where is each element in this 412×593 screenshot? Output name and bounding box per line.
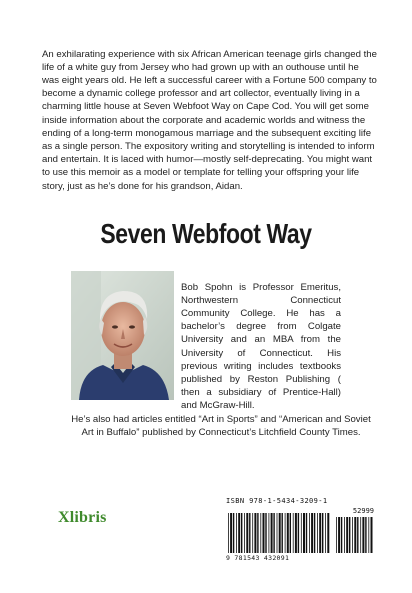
barcode-bar — [238, 513, 240, 553]
barcode-bar — [311, 513, 313, 553]
barcode-bar — [325, 513, 326, 553]
barcode-bar — [233, 513, 234, 553]
barcode-bar — [249, 513, 250, 553]
price-code: 52999 — [352, 507, 374, 515]
barcode-bar — [309, 513, 310, 553]
barcode-bar — [282, 513, 283, 553]
barcode-bar — [260, 513, 261, 553]
barcode-bar — [254, 513, 256, 553]
barcode-bar — [344, 517, 345, 553]
barcode-bar — [354, 517, 356, 553]
barcode-bar — [273, 513, 274, 553]
barcode-bar — [303, 513, 305, 553]
barcode-bar — [236, 513, 237, 553]
barcode-bar — [257, 513, 258, 553]
barcode-bar — [265, 513, 266, 553]
barcode-bar — [322, 513, 323, 553]
barcode-bar — [271, 513, 273, 553]
isbn-label: ISBN 978-1-5434-3209-1 — [226, 497, 328, 505]
barcode-bar — [228, 513, 229, 553]
barcode-bar — [349, 517, 350, 553]
barcode-bar — [336, 517, 337, 553]
barcode-bar — [244, 513, 245, 553]
barcode-bar — [301, 513, 302, 553]
barcode-bar — [357, 517, 358, 553]
author-bio-continued: He’s also had articles entitled “Art in Sports” and “American and Soviet Art in Buffalo” published by Connecticut’s Litchfield County Times. — [71, 413, 371, 438]
barcode-bar — [317, 513, 318, 553]
barcode-bar — [368, 517, 369, 553]
barcode-bar — [252, 513, 253, 553]
publisher-logo: Xlibris — [58, 509, 107, 526]
barcode-bar — [365, 517, 366, 553]
barcode-digits: 9 781543 432091 — [226, 554, 290, 562]
barcode-bar — [298, 513, 299, 553]
barcode-bar — [352, 517, 353, 553]
barcode-bar — [290, 513, 291, 553]
barcode-bar — [269, 513, 270, 553]
barcode-bar — [285, 513, 286, 553]
barcode-bar — [241, 513, 242, 553]
barcode-bar — [362, 517, 364, 553]
book-blurb: An exhilarating experience with six African American teenage girls changed the life of a white guy from Jersey who had grown up with an outhouse until he was eight years old. He left a successful career with a Fortune 500 company to become a dynamic college professor and art collector, eventually living in a charming little house at Seven Webfoot Way on Cape Cod. You will get some inside information about the corporate and academic worlds and witness the ending of a long-term monogamous marriage and the subsequent exciting life as a single person. The expository writing and storytelling is intended to inform and entertain. It is laced with humor—mostly self-deprecating. You might want to use this memoir as a model or template for telling your offspring your life story, just as he’s done for his grandson, Aidan. — [42, 48, 377, 192]
barcode-bar — [263, 513, 265, 553]
author-photo — [71, 271, 174, 400]
barcode-bar — [319, 513, 321, 553]
barcode-bar — [230, 513, 232, 553]
barcode-bar — [295, 513, 297, 553]
barcode-bar — [341, 517, 342, 553]
barcode-bar — [338, 517, 340, 553]
book-title: Seven Webfoot Way — [100, 218, 312, 249]
barcode-bar — [314, 513, 315, 553]
barcode-bar — [287, 513, 289, 553]
barcode-bar — [360, 517, 361, 553]
author-bio: Bob Spohn is Professor Emeritus, Northwestern Connecticut Community College. He has a bachelor’s degree from Colgate University and an MBA from the University of Connecticut. His previous writing includes textbooks published by Reston Publishing ( then a subsidiary of Prentice-Hall) and McGraw-Hill. — [181, 281, 341, 412]
barcode-bar — [327, 513, 329, 553]
isbn-barcode-icon — [226, 513, 374, 555]
barcode-bar — [279, 513, 281, 553]
barcode-bar — [346, 517, 348, 553]
barcode-bar — [306, 513, 307, 553]
barcode-bar — [293, 513, 294, 553]
barcode-bar — [246, 513, 248, 553]
author-portrait-icon — [71, 271, 174, 400]
barcode-bar — [371, 517, 373, 553]
isbn-barcode-block — [226, 497, 374, 563]
barcode-bar — [277, 513, 278, 553]
